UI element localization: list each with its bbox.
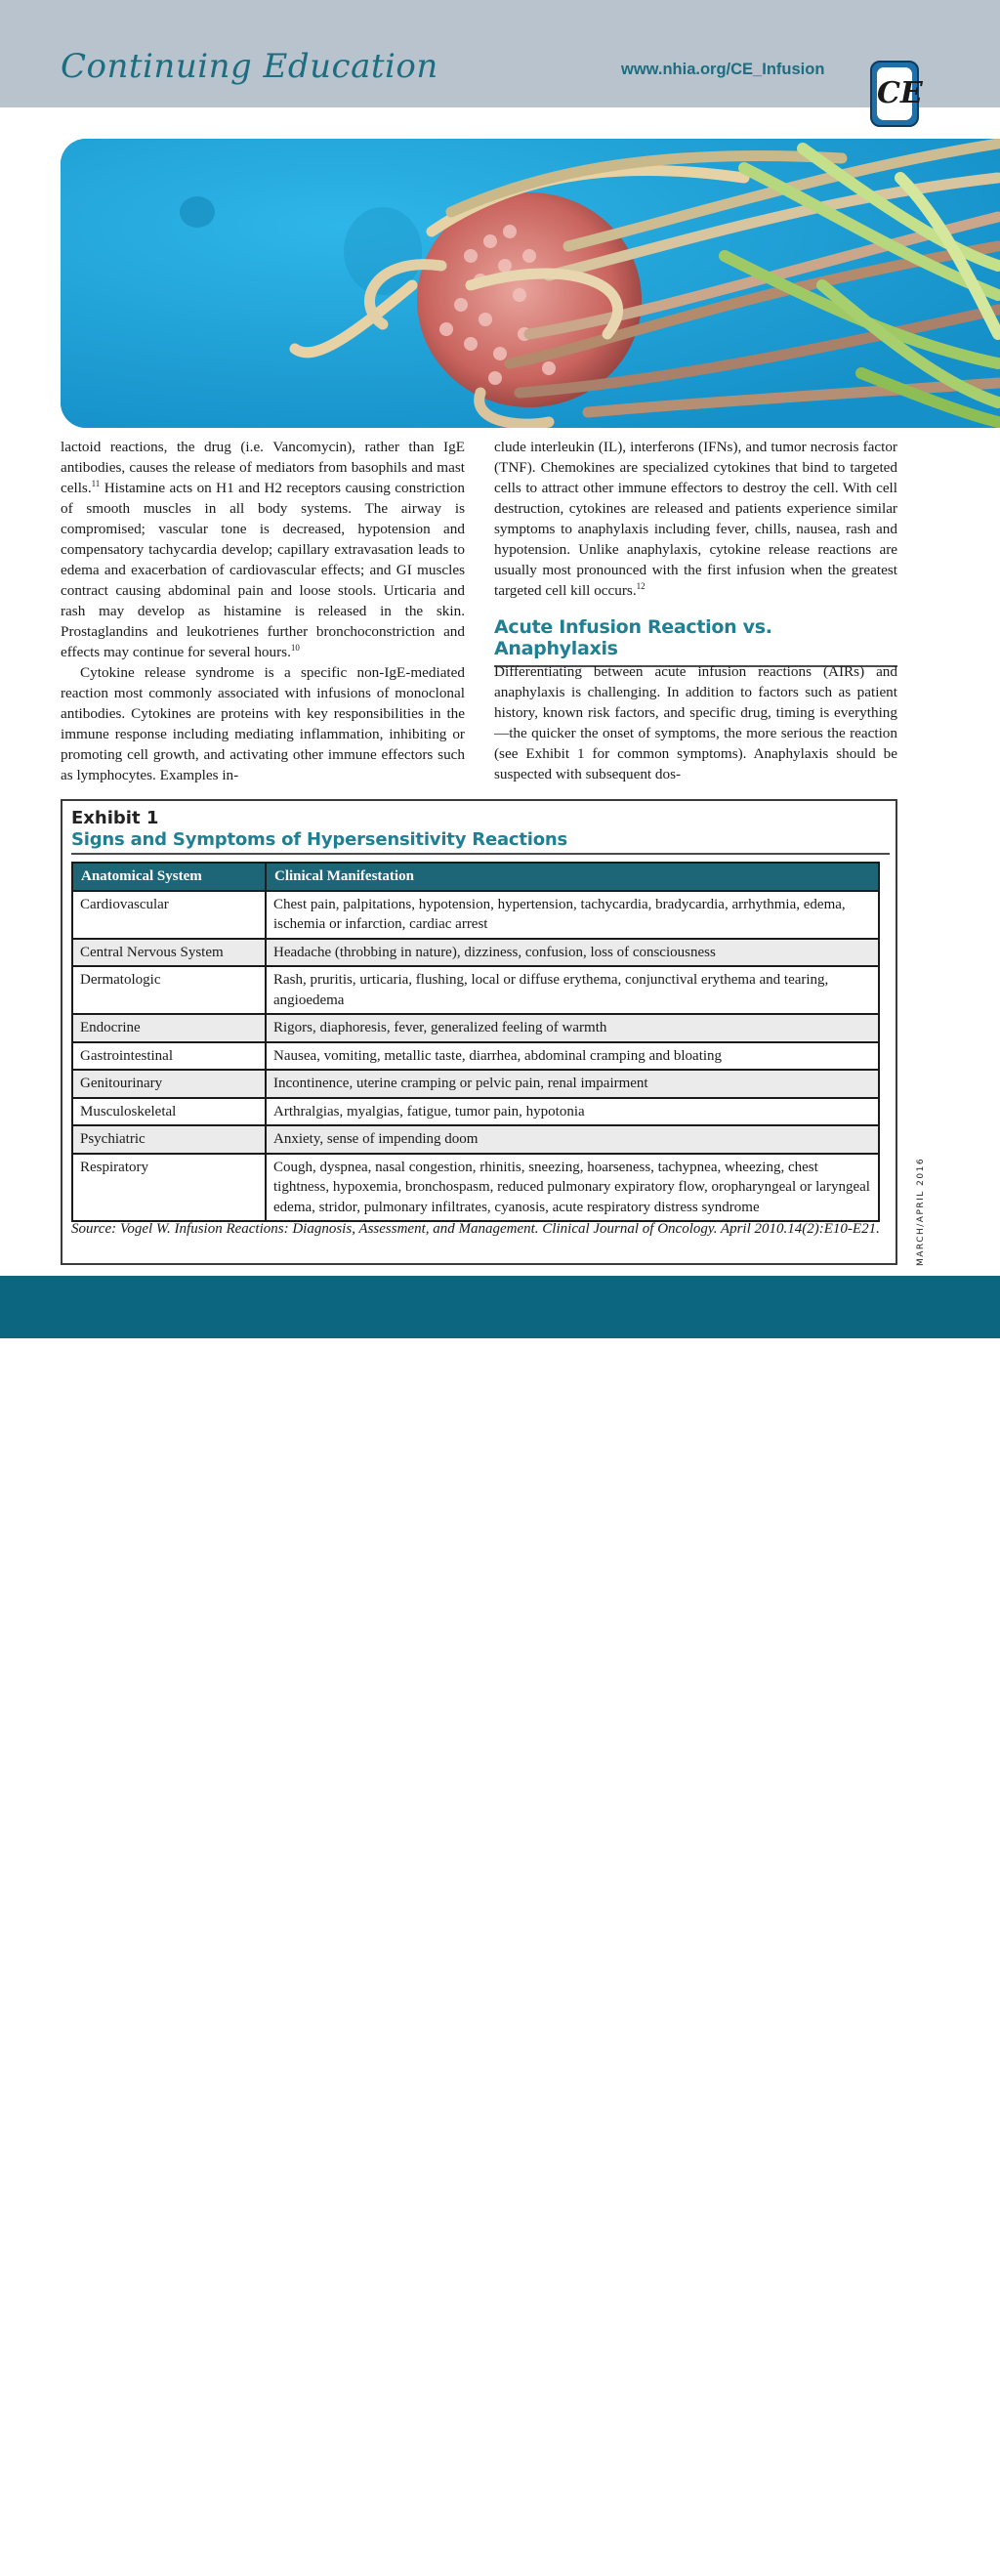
table-row (72, 1125, 879, 1154)
table-cell-manifestation: Headache (throbbing in nature), dizziness, confusion, loss of consciousness (266, 939, 879, 967)
table-row (72, 966, 879, 1014)
table-cell-manifestation: Chest pain, palpitations, hypotension, hypertension, tachycardia, bradycardia, arrhythmia, edema, ischemia or infarction, cardiac arrest (266, 891, 879, 939)
table-cell-manifestation: Rash, pruritis, urticaria, flushing, local or diffuse erythema, conjunctival erythema and tearing, angioedema (266, 966, 879, 1014)
page-number: 27 (918, 2565, 932, 2576)
table-cell-manifestation: Incontinence, uterine cramping or pelvic pain, renal impairment (266, 1070, 879, 1098)
body-paragraph (61, 437, 465, 662)
table-row (72, 1042, 879, 1071)
paragraph-text: lactoid reactions, the drug (i.e. Vancomycin), rather than IgE antibodies, causes the release of mediators from basophils and mast cells. (61, 439, 465, 496)
column-header-system: Anatomical System (72, 863, 266, 891)
cell-illustration-image (61, 139, 1000, 428)
table-cell-system: Central Nervous System (72, 939, 266, 967)
ce-logo (870, 61, 923, 127)
issue-date: MARCH/APRIL 2016 (916, 1157, 926, 1266)
table-row (72, 1070, 879, 1098)
article-column-right-continued (494, 661, 897, 784)
paragraph-text: clude interleukin (IL), interferons (IFNs), and tumor necrosis factor (TNF). Chemokines are specialized cytokines that bind to targeted cells to attract other immune effectors to destroy the cell. With cell destruction, cytokines are released and patients experience similar symptoms to anaphylaxis including fever, chills, nausea, rash and hypotension. Unlike anaphylaxis, cytokine release reactions are usually most pronounced with the first infusion when the greatest targeted cell kill occurs. (494, 439, 897, 599)
paragraph-text: Histamine acts on H1 and H2 receptors causing constriction of smooth muscles in all body systems. The airway is compromised; vascular tone is decreased, hypotension and compensatory tachycardia develop; capillary extravasation leads to edema and exacerbation of cardiovascular effects; and GI muscles contract causing abdominal pain and loose stools. Urticaria and rash may develop as histamine is released in the skin. Prostaglandins and leukotrienes further bronchoconstriction and effects may continue for several hours. (61, 480, 465, 660)
ce-logo-text: CE (877, 67, 912, 120)
page-footer (0, 1276, 1000, 2576)
table-cell-manifestation: Anxiety, sense of impending doom (266, 1125, 879, 1154)
publication-name: INFUSION (938, 2565, 990, 2576)
table-cell-system: Musculoskeletal (72, 1098, 266, 1126)
table-cell-system: Genitourinary (72, 1070, 266, 1098)
article-column-right (494, 437, 897, 601)
exhibit-box (61, 799, 897, 1265)
table-body (72, 891, 879, 1222)
article-column-left (61, 437, 465, 785)
reference-superscript: 10 (290, 642, 300, 653)
table-cell-system: Endocrine (72, 1014, 266, 1042)
exhibit-label: Exhibit 1 (71, 808, 159, 828)
body-paragraph (494, 437, 897, 601)
page-header (0, 0, 1000, 110)
table-cell-manifestation: Rigors, diaphoresis, fever, generalized feeling of warmth (266, 1014, 879, 1042)
table-header-row (72, 863, 879, 891)
page-number-line (918, 2565, 989, 2576)
table-row (72, 1154, 879, 1222)
symptoms-table (71, 862, 880, 1222)
table-cell-system: Respiratory (72, 1154, 266, 1222)
hero-illustration (61, 139, 1000, 428)
table-cell-system: Psychiatric (72, 1125, 266, 1154)
exhibit-title: Signs and Symptoms of Hypersensitivity Reactions (71, 829, 568, 850)
table-cell-manifestation: Cough, dyspnea, nasal congestion, rhinitis, sneezing, hoarseness, tachypnea, wheezing, chest tightness, hypoxemia, bronchospasm, reduced pulmonary expiratory flow, oropharyngeal or laryngeal edema, stridor, pulmonary infiltrates, cyanosis, acute respiratory distress syndrome (266, 1154, 879, 1222)
section-heading: Acute Infusion Reaction vs. Anaphylaxis (494, 616, 897, 667)
column-header-manifestation: Clinical Manifestation (266, 863, 879, 891)
body-paragraph: Differentiating between acute infusion reactions (AIRs) and anaphylaxis is challenging. In addition to factors such as patient history, known risk factors, and specific drug, timing is everything—the quicker the onset of symptoms, the more serious the reaction (see Exhibit 1 for common symptoms). Anaphylaxis should be suspected with subsequent dos- (494, 663, 897, 782)
table-cell-system: Gastrointestinal (72, 1042, 266, 1071)
source-citation: Source: Vogel W. Infusion Reactions: Diagnosis, Assessment, and Management. Clinical Journal of Oncology. April 2010.14(2):E10-E21. (71, 1221, 880, 1237)
reference-superscript: 12 (636, 580, 646, 591)
table-cell-system: Dermatologic (72, 966, 266, 1014)
table-cell-manifestation: Nausea, vomiting, metallic taste, diarrhea, abdominal cramping and bloating (266, 1042, 879, 1071)
table-row (72, 1014, 879, 1042)
table-row (72, 1098, 879, 1126)
section-title: Continuing Education (61, 47, 438, 86)
reference-superscript: 11 (91, 478, 101, 488)
ce-url-link[interactable]: www.nhia.org/CE_Infusion (621, 61, 825, 78)
table-cell-manifestation: Arthralgias, myalgias, fatigue, tumor pain, hypotonia (266, 1098, 879, 1126)
body-paragraph: Cytokine release syndrome is a specific non-IgE-mediated reaction most commonly associated with infusions of monoclonal antibodies. Cytokines are proteins with key responsibilities in the immune response including mediating inflammation, inhibiting or promoting cell growth, and activating other immune effectors such as lymphocytes. Examples in- (61, 664, 465, 783)
table-cell-system: Cardiovascular (72, 891, 266, 939)
table-row (72, 891, 879, 939)
table-row (72, 939, 879, 967)
exhibit-divider (71, 853, 890, 855)
